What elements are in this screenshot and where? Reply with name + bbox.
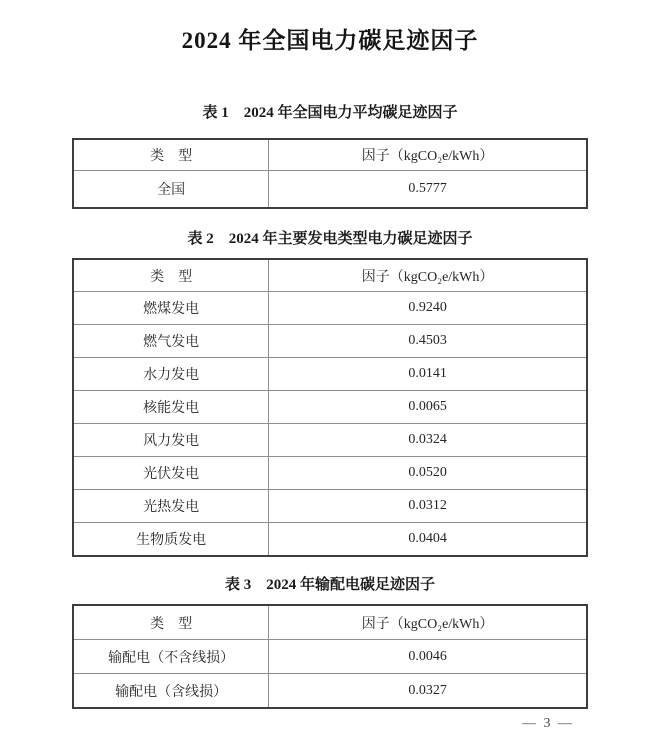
table3-transmission-distribution (72, 604, 588, 709)
type-cell: 燃煤发电 (73, 292, 269, 325)
factor-cell: 0.0404 (269, 523, 587, 557)
factor-column-header: 因子（kgCO₂e/kWh） (269, 259, 587, 292)
table-row (73, 358, 587, 391)
table3-caption: 表 3 2024 年输配电碳足迹因子 (224, 577, 435, 593)
table2-caption: 表 2 2024 年主要发电类型电力碳足迹因子 (187, 231, 473, 247)
factor-cell: 0.0312 (269, 490, 587, 523)
page-number: — 3 — (522, 716, 574, 731)
table-header-row (73, 259, 587, 292)
table-row (73, 292, 587, 325)
table-row (73, 391, 587, 424)
factor-column-header: 因子（kgCO₂e/kWh） (269, 139, 587, 171)
table1-caption: 表 1 2024 年全国电力平均碳足迹因子 (202, 105, 458, 121)
table-row (73, 490, 587, 523)
type-cell: 全国 (73, 171, 269, 209)
factor-column-header: 因子（kgCO₂e/kWh） (269, 605, 587, 640)
table-row (73, 171, 587, 209)
type-cell: 风力发电 (73, 424, 269, 457)
type-cell: 核能发电 (73, 391, 269, 424)
table-row (73, 457, 587, 490)
table-header-row (73, 139, 587, 171)
type-column-header: 类 型 (73, 605, 269, 640)
type-cell: 输配电（含线损） (73, 674, 269, 709)
factor-cell: 0.0324 (269, 424, 587, 457)
factor-cell: 0.9240 (269, 292, 587, 325)
table-row (73, 523, 587, 557)
table-row (73, 424, 587, 457)
table-row (73, 674, 587, 709)
factor-cell: 0.0327 (269, 674, 587, 709)
table-row (73, 640, 587, 674)
table-row (73, 325, 587, 358)
factor-cell: 0.5777 (269, 171, 587, 209)
factor-cell: 0.0520 (269, 457, 587, 490)
page-title: 2024 年全国电力碳足迹因子 (181, 28, 479, 53)
type-cell: 光伏发电 (73, 457, 269, 490)
factor-cell: 0.0141 (269, 358, 587, 391)
table2-generation-types (72, 258, 588, 557)
type-cell: 水力发电 (73, 358, 269, 391)
table1-national-average (72, 138, 588, 209)
type-cell: 燃气发电 (73, 325, 269, 358)
type-cell: 输配电（不含线损） (73, 640, 269, 674)
type-column-header: 类 型 (73, 139, 269, 171)
factor-cell: 0.0046 (269, 640, 587, 674)
type-column-header: 类 型 (73, 259, 269, 292)
type-cell: 光热发电 (73, 490, 269, 523)
table-header-row (73, 605, 587, 640)
factor-cell: 0.4503 (269, 325, 587, 358)
factor-cell: 0.0065 (269, 391, 587, 424)
type-cell: 生物质发电 (73, 523, 269, 557)
